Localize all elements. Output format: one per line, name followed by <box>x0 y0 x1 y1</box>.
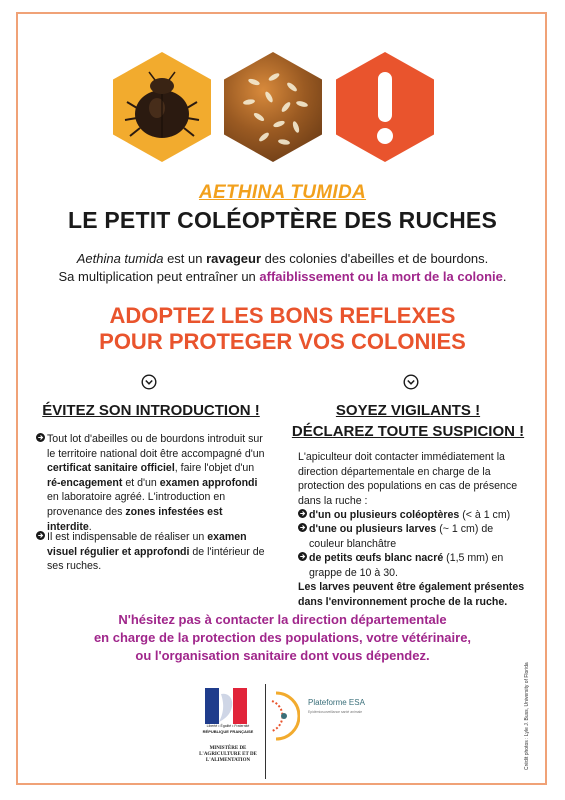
motto: Liberté • Égalité • Fraternité <box>206 724 250 728</box>
esa-logo-icon <box>270 691 300 741</box>
right-column-title <box>288 400 528 442</box>
contact-line: en charge de la protection des populations, votre vétérinaire, <box>93 630 472 645</box>
arrow-right-circle-icon <box>298 509 307 518</box>
species-title: AETHINA TUMIDA <box>198 182 367 203</box>
arrow-right-circle-icon <box>36 433 45 442</box>
bullet-bold: ré-encagement <box>47 476 123 489</box>
contact-message <box>40 611 525 665</box>
esa-name: Plateforme ESA <box>308 698 365 707</box>
chevron-down-circle-icon <box>403 374 419 390</box>
larvae-photo <box>224 52 322 162</box>
arrow-right-circle-icon <box>298 552 307 561</box>
ministry-name: MINISTÈRE DE L'AGRICULTURE ET DE L'ALIMENTATION <box>199 746 257 763</box>
hexagon-banner <box>0 52 565 162</box>
intro-text: des colonies d'abeilles et de bourdons. <box>261 251 489 266</box>
bullet-text: et d'un <box>122 476 160 489</box>
bullet-text: en laboratoire agréé. L'introduction en provenance des <box>47 491 226 518</box>
right-bullet-eggs <box>298 551 530 580</box>
left-bullet-import <box>36 432 266 534</box>
bullet-text: (~ 1 cm) de couleur blanchâtre <box>309 523 494 550</box>
arrow-right-circle-icon <box>298 523 307 532</box>
intro-paragraph <box>40 250 525 286</box>
contact-line: ou l'organisation sanitaire dont vous dépendez. <box>135 648 430 663</box>
bullet-bold: certificat sanitaire officiel <box>47 462 175 475</box>
esa-logo <box>270 686 365 746</box>
intro-text: . <box>502 269 507 284</box>
bullet-text: (1,5 mm) en grappe de 10 à 30. <box>309 552 504 579</box>
intro-species: Aethina tumida <box>76 251 164 266</box>
ministry-logo <box>195 684 266 779</box>
bullet-bold: de petits œufs blanc nacré <box>309 552 444 564</box>
right-note: Les larves peuvent être également présentes dans l'environnement proche de la ruche. <box>298 581 525 608</box>
larvae-hexagon <box>224 52 322 162</box>
left-bullet-inspection <box>36 530 266 574</box>
bullet-text: de l'intérieur de ses ruches. <box>47 545 265 573</box>
headline-line: POUR PROTEGER VOS COLONIES <box>99 329 466 354</box>
right-bullet-beetles <box>298 508 530 523</box>
beetle-hexagon <box>113 52 211 162</box>
republic-label: RÉPUBLIQUE FRANÇAISE <box>202 729 254 734</box>
marianne-flag-icon <box>205 688 247 724</box>
intro-effect: affaiblissement ou la mort de la colonie <box>259 269 503 284</box>
esa-subtitle: Epidémiosurveillance santé animale <box>308 710 363 714</box>
right-intro: L'apiculteur doit contacter immédiatement la direction départementale en charge de la protection des populations en cas de présence dans la ruche : <box>298 451 518 507</box>
headline-line: ADOPTEZ LES BONS REFLEXES <box>109 303 456 328</box>
chevron-down-circle-icon <box>141 374 157 390</box>
bullet-text: (< à 1 cm) <box>459 509 511 521</box>
photo-credit: Crédit photos : Lyle J. Buss, University of Florida <box>524 662 530 770</box>
bullet-bold: d'un ou plusieurs coléoptères <box>309 509 460 521</box>
bullet-text: . <box>88 520 92 533</box>
beetle-photo <box>113 52 211 162</box>
bullet-bold: examen visuel régulier et approfondi <box>47 531 247 558</box>
headline <box>0 303 565 355</box>
contact-line: N'hésitez pas à contacter la direction départementale <box>118 612 447 627</box>
bullet-bold: examen approfondi <box>159 476 258 489</box>
alert-hexagon <box>336 52 434 162</box>
bullet-text: Il est indispensable de réaliser un <box>47 531 208 543</box>
bullet-text: Tout lot d'abeilles ou de bourdons introduit sur le territoire national doit être accompagné d'un <box>47 433 265 460</box>
intro-text: Sa multiplication peut entraîner un <box>58 269 260 284</box>
right-title-line: DÉCLAREZ TOUTE SUSPICION ! <box>291 423 525 440</box>
bullet-text: , faire l'objet d'un <box>174 462 255 475</box>
intro-text: est un <box>163 251 207 266</box>
exclamation-icon <box>336 52 434 162</box>
left-column-title: ÉVITEZ SON INTRODUCTION ! <box>42 402 260 419</box>
page-title: LE PETIT COLÉOPTÈRE DES RUCHES <box>68 207 497 233</box>
intro-ravageur: ravageur <box>206 251 262 266</box>
bullet-bold: d'une ou plusieurs larves <box>309 523 437 535</box>
bullet-bold: zones infestées est interdite <box>47 505 223 533</box>
arrow-right-circle-icon <box>36 531 45 540</box>
right-bullet-larvae <box>298 522 530 551</box>
right-title-line: SOYEZ VIGILANTS ! <box>335 402 481 419</box>
